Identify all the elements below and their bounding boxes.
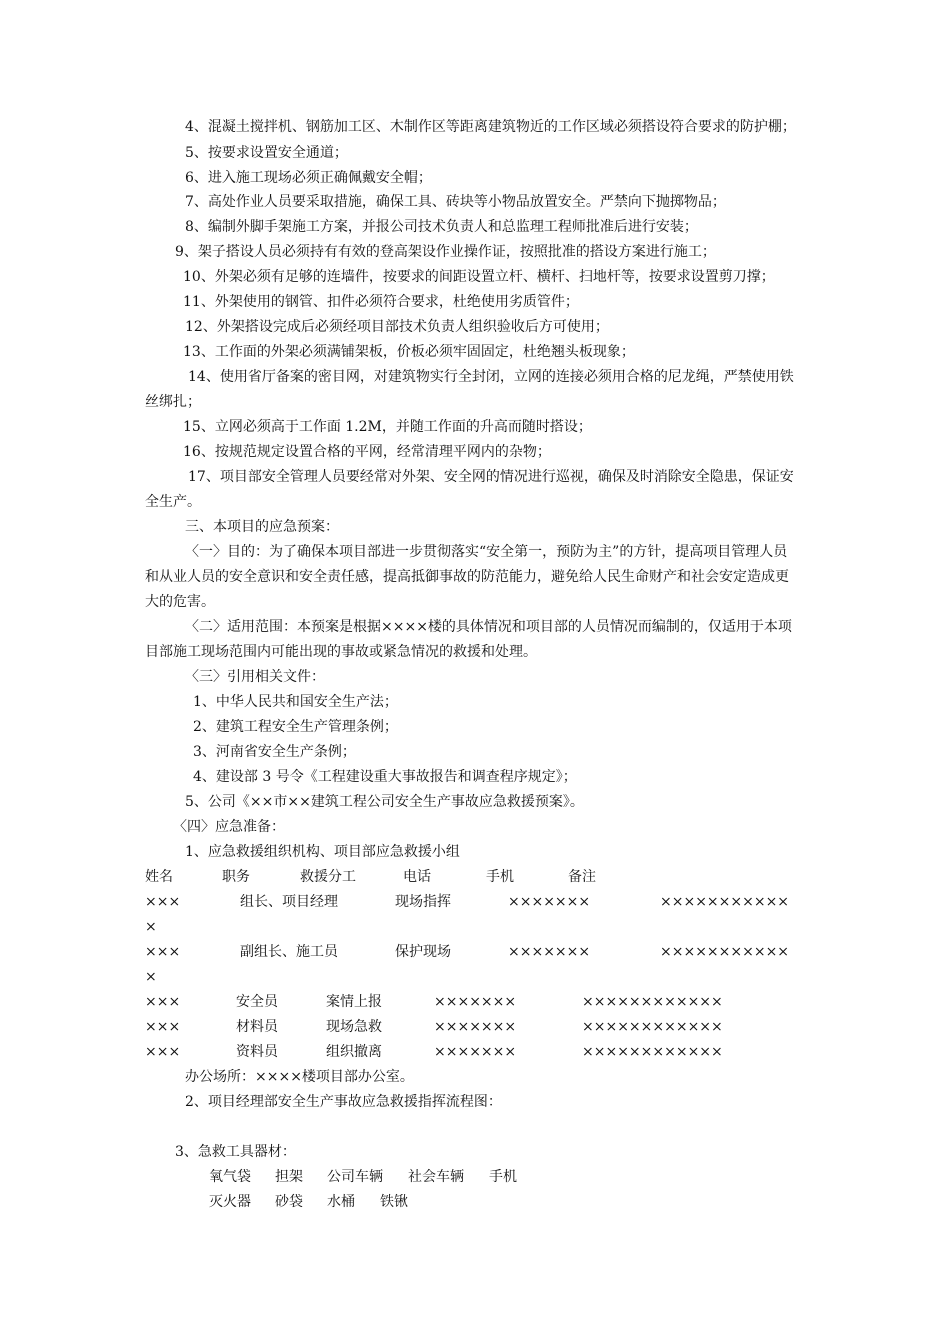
table-row-2-phone: ×××××××: [508, 944, 591, 960]
team-heading: 1、应急救援组织机构、项目部应急救援小组: [185, 844, 460, 860]
table-row-4-phone: ×××××××: [434, 1019, 517, 1035]
item-6: 6、进入施工现场必须正确佩戴安全帽；: [185, 170, 432, 186]
item-4: 4、混凝土搅拌机、钢筋加工区、木制作区等距离建筑物近的工作区域必须搭设符合要求的防护棚；: [185, 119, 796, 135]
table-row-4-role: 材料员: [236, 1019, 278, 1035]
tool-stretcher: 担架: [275, 1169, 303, 1185]
table-row-2-role: 副组长、施工员: [240, 944, 338, 960]
item-11: 11、外架使用的钢管、扣件必须符合要求，杜绝使用劣质管件；: [183, 294, 579, 310]
table-row-1-mobile-wrap: ×: [145, 919, 157, 935]
table-row-4-name: ×××: [145, 1019, 181, 1035]
col-role-header: 职务: [222, 869, 250, 885]
table-row-3-mobile: ××××××××××××: [582, 994, 723, 1010]
table-row-1-mobile: ×××××××××××: [660, 894, 790, 910]
item-10: 10、外架必须有足够的连墙件，按要求的间距设置立杆、横杆、扫地杆等，按要求设置剪刀撑；: [183, 269, 775, 285]
table-row-2-name: ×××: [145, 944, 181, 960]
col-note-header: 备注: [568, 869, 596, 885]
ref-4: 4、建设部 3 号令《工程建设重大事故报告和调查程序规定》；: [193, 769, 577, 785]
table-row-3-phone: ×××××××: [434, 994, 517, 1010]
section-3-heading: 三、本项目的应急预案：: [185, 519, 339, 535]
flow-heading: 2、项目经理部安全生产事故应急救援指挥流程图：: [185, 1094, 502, 1110]
item-9: 9、架子搭设人员必须持有有效的登高架设作业操作证，按照批准的搭设方案进行施工；: [175, 244, 716, 260]
ref-5: 5、公司《××市××建筑工程公司安全生产事故应急救援预案》。: [185, 794, 584, 810]
table-row-2-mobile: ×××××××××××: [660, 944, 790, 960]
item-17: 17、项目部安全管理人员要经常对外架、安全网的情况进行巡视，确保及时消除安全隐患，保证安: [188, 469, 794, 485]
purpose-line-1: 〈一〉目的：为了确保本项目部进一步贯彻落实“安全第一，预防为主”的方针，提高项目管理人员: [185, 544, 788, 560]
item-14: 14、使用省厅备案的密目网，对建筑物实行全封闭，立网的连接必须用合格的尼龙绳，严禁使用铁: [188, 369, 794, 385]
prep-heading: 〈四〉应急准备：: [173, 819, 285, 835]
table-row-4-mobile: ××××××××××××: [582, 1019, 723, 1035]
tool-extinguisher: 灭火器: [209, 1194, 251, 1210]
table-row-1-name: ×××: [145, 894, 181, 910]
scope-line-2: 目部施工现场范围内可能出现的事故或紧急情况的救援和处理。: [145, 644, 537, 660]
item-7: 7、高处作业人员要采取措施，确保工具、砖块等小物品放置安全。严禁向下抛掷物品；: [185, 194, 726, 210]
tool-sandbag: 砂袋: [275, 1194, 303, 1210]
item-16: 16、按规范规定设置合格的平网，经常清理平网内的杂物；: [183, 444, 551, 460]
table-row-1-phone: ×××××××: [508, 894, 591, 910]
tool-oxygen-bag: 氧气袋: [209, 1169, 251, 1185]
table-row-4-duty: 现场急救: [326, 1019, 382, 1035]
tool-public-vehicle: 社会车辆: [408, 1169, 464, 1185]
table-row-5-duty: 组织撤离: [326, 1044, 382, 1060]
table-row-3-role: 安全员: [236, 994, 278, 1010]
ref-1: 1、中华人民共和国安全生产法；: [193, 694, 398, 710]
table-row-3-name: ×××: [145, 994, 181, 1010]
item-15: 15、立网必须高于工作面 1.2M，并随工作面的升高而随时搭设；: [183, 419, 592, 435]
table-row-3-duty: 案情上报: [326, 994, 382, 1010]
table-row-5-role: 资料员: [236, 1044, 278, 1060]
tool-shovel: 铁锹: [380, 1194, 408, 1210]
ref-2: 2、建筑工程安全生产管理条例；: [193, 719, 398, 735]
item-8: 8、编制外脚手架施工方案，并报公司技术负责人和总监理工程师批准后进行安装；: [185, 219, 698, 235]
refs-heading: 〈三〉引用相关文件：: [185, 669, 325, 685]
item-14-cont: 丝绑扎；: [145, 394, 201, 410]
table-row-1-role: 组长、项目经理: [240, 894, 338, 910]
ref-3: 3、河南省安全生产条例；: [193, 744, 356, 760]
office-location: 办公场所：××××楼项目部办公室。: [185, 1069, 414, 1085]
item-17-cont: 全生产。: [145, 494, 201, 510]
purpose-line-3: 大的危害。: [145, 594, 215, 610]
table-row-2-duty: 保护现场: [395, 944, 451, 960]
col-duty-header: 救援分工: [300, 869, 356, 885]
purpose-line-2: 和从业人员的安全意识和安全责任感，提高抵御事故的防范能力，避免给人民生命财产和社会安定造成更: [145, 569, 789, 585]
table-row-5-mobile: ××××××××××××: [582, 1044, 723, 1060]
item-5: 5、按要求设置安全通道；: [185, 145, 348, 161]
item-13: 13、工作面的外架必须满铺架板，价板必须牢固固定，杜绝翘头板现象；: [183, 344, 635, 360]
col-phone-header: 电话: [403, 869, 431, 885]
tool-mobile-phone: 手机: [489, 1169, 517, 1185]
table-row-1-duty: 现场指挥: [395, 894, 451, 910]
scope-line-1: 〈二〉适用范围：本预案是根据××××楼的具体情况和项目部的人员情况而编制的，仅适用于本项: [185, 619, 792, 635]
tools-heading: 3、急救工具器材：: [175, 1144, 296, 1160]
table-row-5-name: ×××: [145, 1044, 181, 1060]
col-name-header: 姓名: [145, 869, 173, 885]
col-mobile-header: 手机: [486, 869, 514, 885]
table-row-5-phone: ×××××××: [434, 1044, 517, 1060]
tool-company-vehicle: 公司车辆: [327, 1169, 383, 1185]
tool-bucket: 水桶: [327, 1194, 355, 1210]
item-12: 12、外架搭设完成后必须经项目部技术负责人组织验收后方可使用；: [185, 319, 609, 335]
table-row-2-mobile-wrap: ×: [145, 969, 157, 985]
